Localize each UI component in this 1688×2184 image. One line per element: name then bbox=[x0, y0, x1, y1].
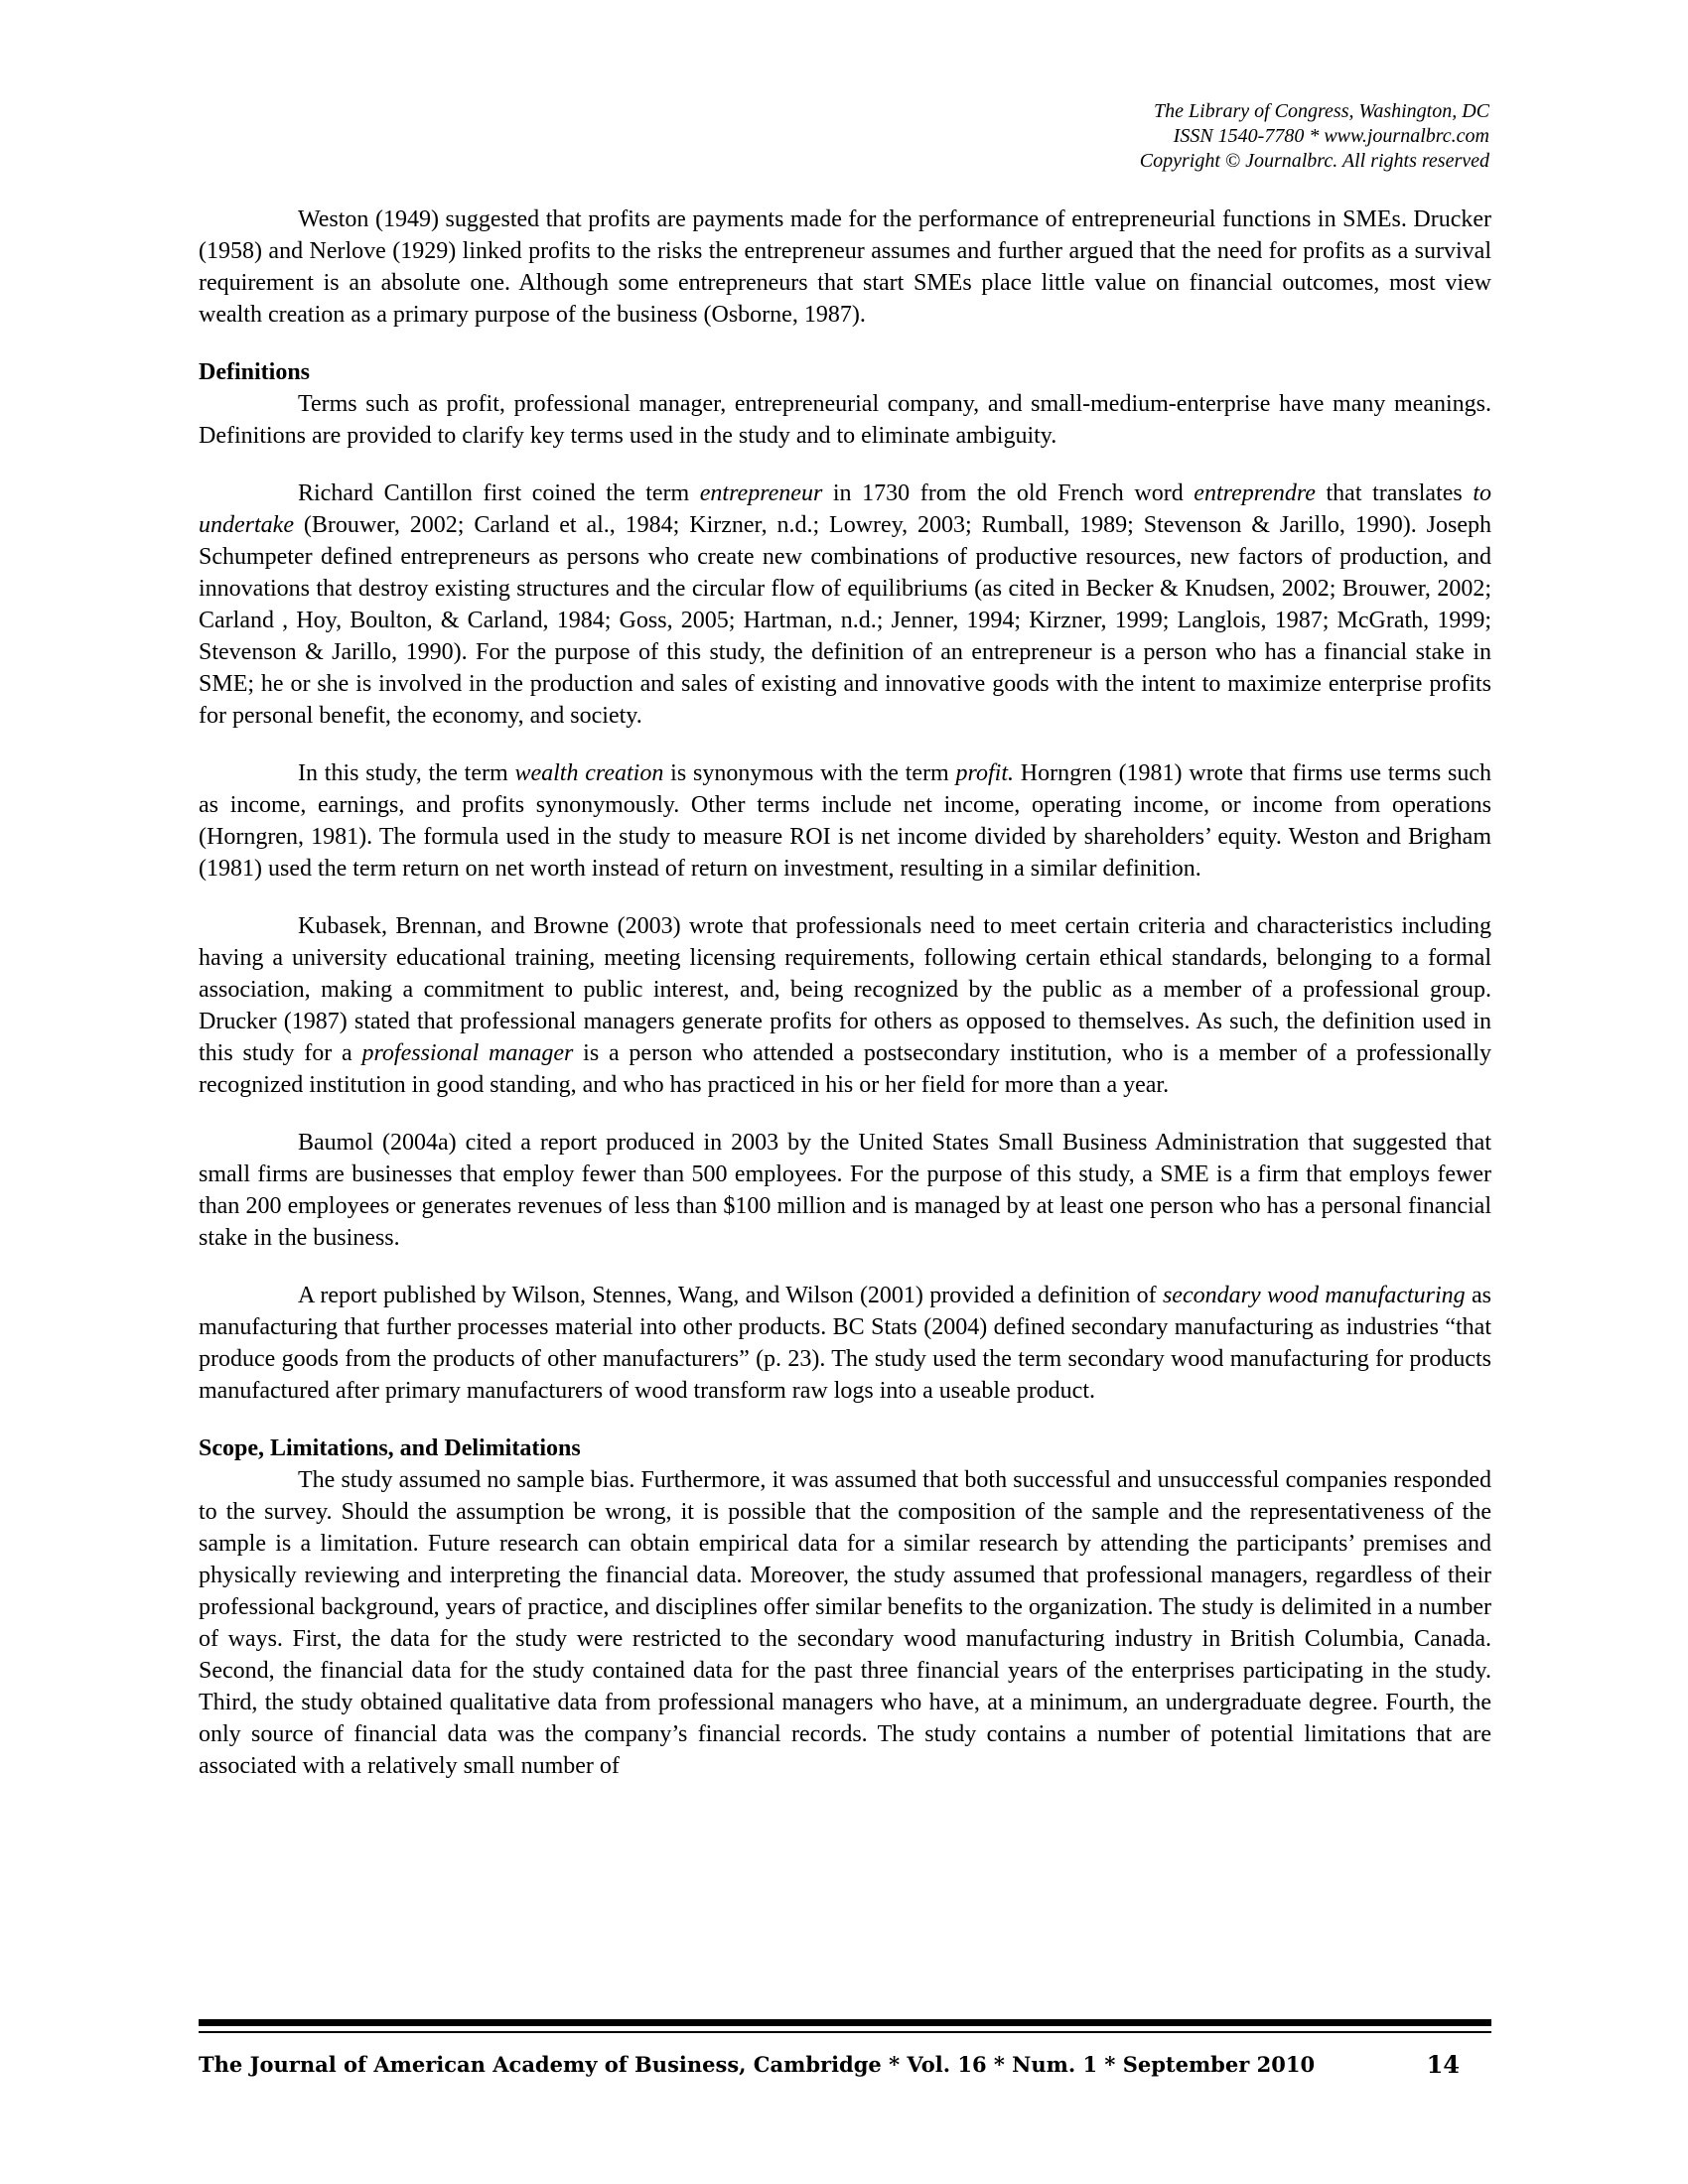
journal-footer bbox=[199, 2051, 1460, 2079]
paragraph-sme-definition: Baumol (2004a) cited a report produced in 2003 by the United States Small Business Administration that suggested that small firms are businesses that employ fewer than 500 employees. For the purpose of this study, a SME is a firm that employs fewer than 200 employees or generates revenues of less than $100 million and is managed by at least one person who has a personal financial stake in the business. bbox=[199, 1130, 1491, 1251]
paragraph-professional-manager: Kubasek, Brennan, and Browne (2003) wrote that professionals need to meet certain criteria and characteristics including having a university educational training, meeting licensing requirements, following certain ethical standards, belonging to a formal association, making a commitment to public interest, and, being recognized by the public as a member of a professional group. Drucker (1987) stated that professional managers generate profits for others as opposed to themselves. As such, the definition used in this study for a professional manager is a person who attended a postsecondary institution, who is a member of a professionally recognized institution in good standing, and who has practiced in his or her field for more than a year. bbox=[199, 913, 1492, 1098]
paragraph-secondary-wood: A report published by Wilson, Stennes, Wang, and Wilson (2001) provided a definition of secondary wood manufacturing as manufacturing that further processes material into other products. BC Stats (2004) defined secondary manufacturing as industries “that produce goods from the products of other manufacturers” (p. 23). The study used the term secondary wood manufacturing for products manufactured after primary manufacturers of wood transform raw logs into a useable product. bbox=[199, 1283, 1492, 1404]
page-number: 14 bbox=[1426, 2050, 1460, 2079]
section-heading-definitions: Definitions bbox=[199, 359, 311, 385]
article-body bbox=[199, 204, 1491, 1782]
section-heading-scope: Scope, Limitations, and Delimitations bbox=[199, 1435, 581, 1461]
header-copyright-line: Copyright © Journalbrc. All rights reserved bbox=[1139, 150, 1489, 172]
paragraph-weston: Weston (1949) suggested that profits are payments made for the performance of entrepreneurial functions in SMEs. Drucker (1958) and Nerlove (1929) linked profits to the risks the entrepreneur assumes and further argued that the need for profits as a survival requirement is an absolute one. Although some entrepreneurs that start SMEs place little value on financial outcomes, most view wealth creation as a primary purpose of the business (Osborne, 1987). bbox=[199, 206, 1491, 328]
paragraph-terms: Terms such as profit, professional manager, entrepreneurial company, and small-medium-enterprise have many meanings. Definitions are provided to clarify key terms used in the study and to eliminate ambiguity. bbox=[199, 391, 1491, 449]
footer-journal-citation: The Journal of American Academy of Business, Cambridge * Vol. 16 * Num. 1 * September 2010 bbox=[199, 2052, 1316, 2077]
footer-rule-thin bbox=[199, 2031, 1491, 2033]
journal-header bbox=[794, 99, 1489, 174]
footer-rule-thick bbox=[199, 2019, 1491, 2026]
paragraph-scope: The study assumed no sample bias. Furthermore, it was assumed that both successful and unsuccessful companies responded to the survey. Should the assumption be wrong, it is possible that the composition of the sample and the representativeness of the sample is a limitation. Future research can obtain empirical data for a similar research by attending the participants’ premises and physically reviewing and interpreting the financial data. Moreover, the study assumed that professional managers, regardless of their professional background, years of practice, and disciplines offer similar benefits to the organization. The study is delimited in a number of ways. First, the data for the study were restricted to the secondary wood manufacturing industry in British Columbia, Canada. Second, the financial data for the study contained data for the past three financial years of the enterprises participating in the study. Third, the study obtained qualitative data from professional managers who have, at a minimum, an undergraduate degree. Fourth, the only source of financial data was the company’s financial records. The study contains a number of potential limitations that are associated with a relatively small number of bbox=[199, 1467, 1491, 1779]
paragraph-wealth-creation: In this study, the term wealth creation is synonymous with the term profit. Horngren (1981) wrote that firms use terms such as income, earnings, and profits synonymously. Other terms include net income, operating income, or income from operations (Horngren, 1981). The formula used in the study to measure ROI is net income divided by shareholders’ equity. Weston and Brigham (1981) used the term return on net worth instead of return on investment, resulting in a similar definition. bbox=[199, 760, 1491, 882]
header-issn-line: ISSN 1540-7780 * www.journalbrc.com bbox=[1173, 125, 1489, 147]
paragraph-entrepreneur-definition: Richard Cantillon first coined the term entrepreneur in 1730 from the old French word entreprendre that translates to undertake (Brouwer, 2002; Carland et al., 1984; Kirzner, n.d.; Lowrey, 2003; Rumball, 1989; Stevenson & Jarillo, 1990). Joseph Schumpeter defined entrepreneurs as persons who create new combinations of productive resources, new factors of production, and innovations that destroy existing structures and the circular flow of equilibriums (as cited in Becker & Knudsen, 2002; Brouwer, 2002; Carland , Hoy, Boulton, & Carland, 1984; Goss, 2005; Hartman, n.d.; Jenner, 1994; Kirzner, 1999; Langlois, 1987; McGrath, 1999; Stevenson & Jarillo, 1990). For the purpose of this study, the definition of an entrepreneur is a person who has a financial stake in SME; he or she is involved in the production and sales of existing and innovative goods with the intent to maximize enterprise profits for personal benefit, the economy, and society. bbox=[199, 480, 1491, 729]
header-library-line: The Library of Congress, Washington, DC bbox=[1153, 100, 1489, 122]
